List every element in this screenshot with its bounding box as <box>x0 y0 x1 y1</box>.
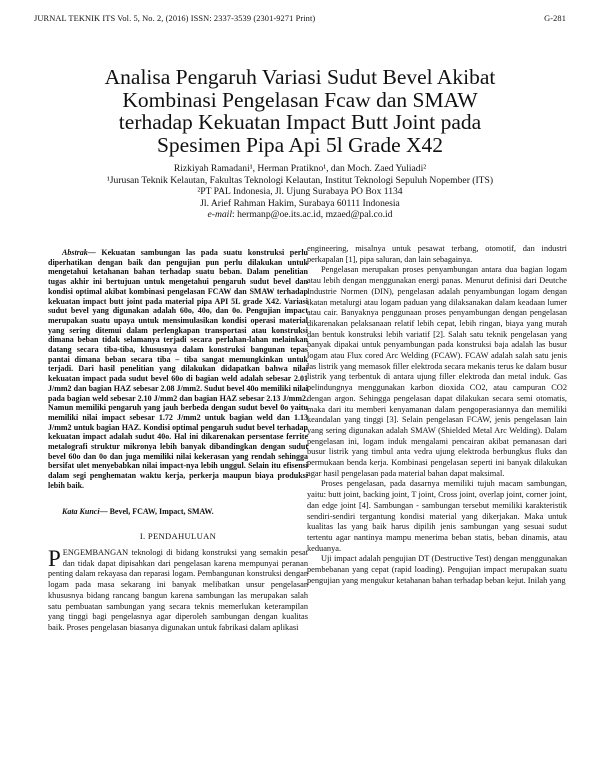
right-paragraph-4: Uji impact adalah pengujian DT (Destructive Test) dengan menggunakan pembebanan yang cepat (rapid loading). Pengujian impact merupakan suatu pengujian yang mengukur ketahanan bahan terhadap beban kejut. Inilah yang <box>307 554 567 585</box>
right-paragraph-3: Proses pengelasan, pada dasarnya memiliki tujuh macam sambungan, yaitu: butt joint, backing joint, T joint, Cross joint, overlap joint, corner joint, dan edge joint [4]. Sambungan - sambungan tersebut memiliki karakteristik sendiri-sendiri tergantung kondisi material yang dikerjakan. Maka untuk kualitas las yang baik harus dipilih jenis sambungan yang sesuai sudut tertentu agar nantinya mampu menerima beban statis, beban dinamis, atau keduanya. <box>307 479 567 553</box>
affiliation-2: ²PT PAL Indonesia, Jl. Ujung Surabaya PO Box 1134 <box>197 186 403 197</box>
introduction-paragraph <box>48 545 308 634</box>
drop-cap: P <box>48 545 61 571</box>
journal-citation: JURNAL TEKNIK ITS Vol. 5, No. 2, (2016) ISSN: 2337-3539 (2301-9271 Print) <box>34 14 316 23</box>
page-number: G-281 <box>544 14 566 23</box>
keywords <box>48 507 308 518</box>
right-column <box>307 244 567 587</box>
email-addresses[interactable]: : hermanp@oe.its.ac.id, mzaed@pal.co.id <box>232 209 393 220</box>
keywords-text: — Bevel, FCAW, Impact, SMAW. <box>99 506 214 516</box>
introduction-text: teknologi di bidang konstruksi yang semakin pesat dan tidak dapat dipisahkan dari pengelasan karena mempunyai peranan penting dalam rekayasa dan reparasi logam. Pembangunan konstruksi dengan logam pada masa sekarang ini banyak melibatkan unsur pengelasan khususnya bidang rancang bangun karena sambungan las merupakan salah satu pembuatan sambungan yang secara teknis memerlukan keterampilan yang tinggi bagi pengelasnya agar diperoleh sambungan dengan kualitas baik. Proses pengelasan biasanya digunakan untuk fabrikasi dalam aplikasi <box>48 547 308 632</box>
paper-title <box>40 66 560 156</box>
abstract-label: Abstrak— <box>62 248 96 257</box>
title-line-3: terhadap Kekuatan Impact Butt Joint pada <box>118 110 482 135</box>
right-paragraph-2: Pengelasan merupakan proses penyambungan antara dua bagian logam atau lebih dengan menggunakan energi panas. Menurut definisi dari Deutche Industrie Normen (DIN), pengelasan adalah penyambungan logam dengan ikatan metalurgi atau logam paduan yang dilaksanakan dalam keadaan lumer atau cair. Banyaknya penggunaan proses penyambungan dengan pengelasan dikarenakan pelaksanaan relatif lebih cepat, lebih ringan, biaya yang murah dan bentuk konstruksi lebih variatif [2]. Salah satu teknik pengelasan yang banyak dipakai untuk penyambungan pada konstruksi baja adalah las busur logam atau Flux cored Arc Welding (FCAW). FCAW adalah salah satu jenis las listrik yang memasok filler elektroda secara mekanis terus ke dalam busur listrik yang terbentuk di antara ujung filler elektroda dan metal induk. Gas pelindungnya menggunakan karbon dioxida CO2, atau campuran CO2 dengan argon. Sehingga pengelasan dapat dilakukan secara semi otomatis, maka dari itu memberi kenyamanan dalam pengoperasiannya dan memiliki keandalan yang tinggi [3]. Selain pengelasan FCAW, jenis pengelasan lain yang sering digunakan adalah SMAW (Shielded Metal Arc Welding). Dalam pengelasan ini, logam induk mengalami pencairan akibat pemanasan dari busur listrik yang timbul anta vedra ujung elektroda berbungkus fluks dan permukaan benda kerja. Kombinasi pengelasan seperti ini banyak dilakukan agar hasil pengelasan pada material bahan dapat maksimal. <box>307 265 567 478</box>
abstract-text: Kekuatan sambungan las pada suatu konstruksi perlu diperhatikan dengan baik dan pengujian pun perlu dilakukan untuk mengetahui ketahanan bahan terhadap suatu beban. Dalam penelitian tugas akhir ini bertujuan untuk mengetahui pengaruh sudut bevel dan kondisi optimal akibat kombinasi pengelasan FCAW dan SMAW terhadap kekuatan impact butt joint pada material pipa API 5L grade X42. Variasi sudut bevel yang digunakan adalah 60o, 40o, dan 0o. Pengujian impact merupakan suatu upaya untuk mensimulasikan kondisi operasi material yang sering ditemui dalam perlengkapan transportasi atau konstruksi dimana beban tidak selamanya terjadi secara perlahan-lahan melainkan datang secara tiba-tiba, khususnya dalam konstruksi bangunan tepas pantai dimana beban secara tiba – tiba sangat memungkinkan untuk terjadi. Dari hasil penelitian yang dilakukan didapatkan bahwa nilai kekuatan impact pada sudut bevel 60o di bagian weld adalah sebesar 2.01 J/mm2 dan bagian HAZ sebesar 2.08 J/mm2. Sudut bevel 40o memiliki nilai pada bagian weld sebesar 2.10 J/mm2 dan bagian HAZ sebesar 2.13 J/mm2. Namun memiliki pengaruh yang jauh berbeda dengan sudut bevel 0o yaitu memiliki nilai impact sebesar 1.72 J/mm2 untuk bagian weld dan 1.13 J/mm2 untuk bagian HAZ. Kondisi optimal pengaruh sudut bevel terhadap kekuatan impact adalah sudut 40o. Hal ini dikarenakan persentase ferrite metalografi struktur mikronya lebih banyak dibandingkan dengan sudut bevel 60o dan 0o dan juga memiliki nilai kekerasan yang rendah sehingga bersifat ulet menyebabkan nilai impact-nya lebih unggul. Selain itu efisensi dalam segi penghematan waktu kerja, perkerja maupun biaya produksi lebih baik. <box>48 248 308 490</box>
section-heading-introduction: I. PENDAHULUAN <box>139 531 217 542</box>
lead-word: ENGEMBANGAN <box>62 547 129 557</box>
title-line-2: Kombinasi Pengelasan Fcaw dan SMAW <box>122 87 478 112</box>
title-line-1: Analisa Pengaruh Variasi Sudut Bevel Akibat <box>104 65 496 90</box>
right-paragraph-1: engineering, misalnya untuk pesawat terbang, otomotif, dan industri perkapalan [1], pipa saluran, dan lain sebagainya. <box>307 244 567 264</box>
author-names: Rizkiyah Ramadani¹, Herman Pratikno¹, dan Moch. Zaed Yuliadi² <box>173 163 427 174</box>
author-block <box>40 163 560 221</box>
abstract <box>48 248 308 491</box>
email-label: e-mail <box>207 209 233 220</box>
keywords-label: Kata Kunci <box>62 506 100 516</box>
author-email <box>40 209 560 221</box>
title-line-4: Spesimen Pipa Api 5l Grade X42 <box>156 132 444 157</box>
left-column <box>48 248 308 634</box>
affiliation-1: ¹Jurusan Teknik Kelautan, Fakultas Teknologi Kelautan, Institut Teknologi Sepuluh Nopember (ITS) <box>106 174 494 186</box>
affiliation-address: Jl. Arief Rahman Hakim, Surabaya 60111 Indonesia <box>200 197 400 209</box>
running-header <box>34 14 566 23</box>
